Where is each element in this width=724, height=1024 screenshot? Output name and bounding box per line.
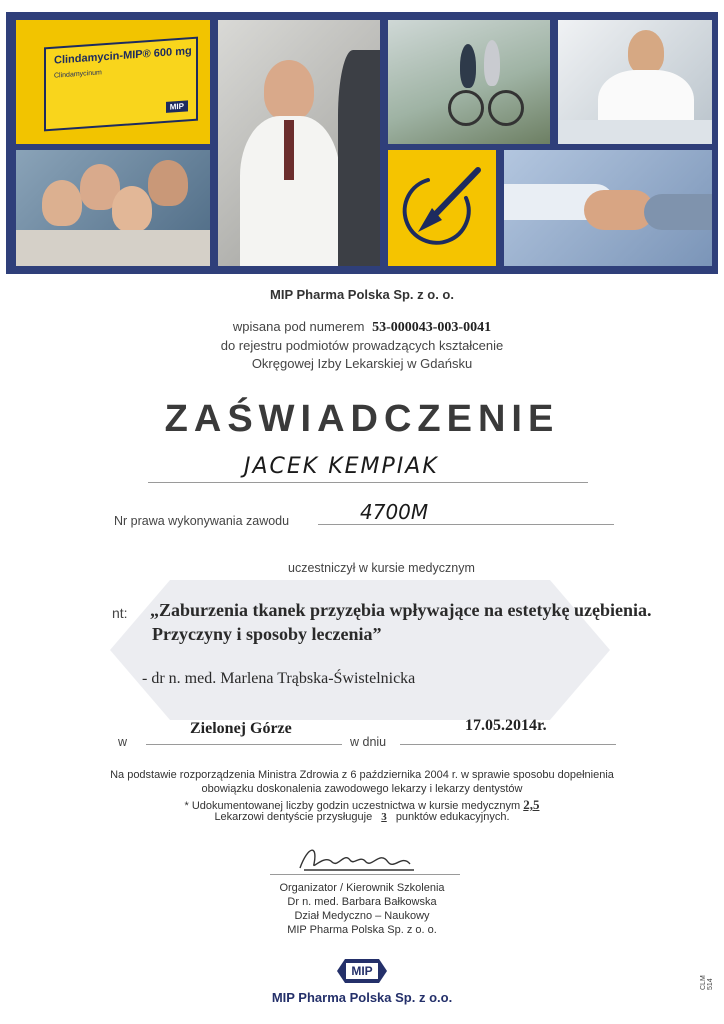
place-underline: [146, 744, 342, 745]
package-subtitle: Clindamycinum: [54, 69, 102, 80]
place-value: Zielonej Górze: [190, 720, 292, 737]
mip-logo: [337, 956, 387, 986]
logo-tile: [388, 150, 496, 266]
hours-text: * Udokumentowanej liczby godzin uczestnictwa w kursie medycznym: [184, 800, 521, 812]
points-value: 3: [381, 811, 387, 823]
lab-photo: [558, 20, 712, 144]
arrow-circle-icon: [388, 150, 496, 266]
registration-line: [0, 319, 724, 336]
signer-name: Dr n. med. Barbara Bałkowska: [287, 896, 437, 908]
date-prefix: w dniu: [350, 735, 387, 749]
points-prefix: Lekarzowi dentyście przysługuje: [214, 811, 373, 823]
logo-text: MIP: [351, 964, 373, 978]
registration-number: 53-000043-003-0041: [372, 320, 492, 335]
course-title-line1: „Zaburzenia tkanek przyzębia wpływające na estetykę uzębienia.: [150, 600, 652, 620]
mip-watermark: [110, 560, 610, 740]
signature-line: [270, 874, 460, 875]
participation-text: uczestniczył w kursie medycznym: [288, 561, 475, 575]
doctor-photo: [218, 20, 380, 266]
certificate-title: ZAŚWIADCZENIE: [164, 398, 560, 440]
points-line: [0, 811, 724, 823]
cyclists-photo: [388, 20, 550, 144]
package-logo: MIP: [166, 100, 188, 113]
place-prefix: w: [118, 735, 128, 749]
handwritten-signature: [294, 840, 424, 876]
hours-value: 2,5: [523, 797, 540, 812]
license-label: Nr prawa wykonywania zawodu: [114, 514, 290, 528]
points-suffix: punktów edukacyjnych.: [395, 811, 510, 823]
register-line: do rejestru podmiotów prowadzących kształcenie: [220, 338, 504, 353]
course-title-line2: Przyczyny i sposoby leczenia”: [152, 624, 382, 644]
signer-company: MIP Pharma Polska Sp. z o. o.: [287, 924, 437, 936]
topic-prefix: nt:: [112, 605, 128, 621]
patients-photo: [16, 150, 210, 266]
course-title: [150, 598, 651, 646]
date-underline: [400, 744, 616, 745]
lecturer-name: - dr n. med. Marlena Trąbska-Świstelnicka: [142, 670, 416, 687]
header-banner: [6, 12, 718, 274]
registration-prefix: wpisana pod numerem: [232, 319, 365, 334]
signer-role: Organizator / Kierownik Szkolenia: [279, 882, 445, 894]
product-photo: [16, 20, 210, 144]
handshake-photo: [504, 150, 712, 266]
package-name: Clindamycin-MIP® 600 mg: [54, 45, 192, 67]
issuer-company: MIP Pharma Polska Sp. z o. o.: [270, 287, 454, 302]
date-value: 17.05.2014r.: [465, 717, 547, 734]
name-underline: [148, 482, 588, 483]
legal-line1: Na podstawie rozporządzenia Ministra Zdrowia z 6 października 2004 r. w sprawie sposobu dopełnienia: [110, 769, 614, 781]
footer-company: MIP Pharma Polska Sp. z o.o.: [271, 990, 453, 1005]
document-code: CLM 514: [700, 975, 714, 990]
chamber-line: Okręgowej Izby Lekarskiej w Gdańsku: [251, 356, 473, 371]
medicine-package: [44, 37, 198, 132]
participant-name: JACEK KEMPIAK: [244, 454, 439, 479]
license-number: 4700M: [360, 500, 429, 524]
legal-line2: obowiązku doskonalenia zawodowego lekarzy i lekarzy dentystów: [201, 783, 523, 795]
license-underline: [318, 524, 614, 525]
signer-department: Dział Medyczno – Naukowy: [294, 910, 430, 922]
